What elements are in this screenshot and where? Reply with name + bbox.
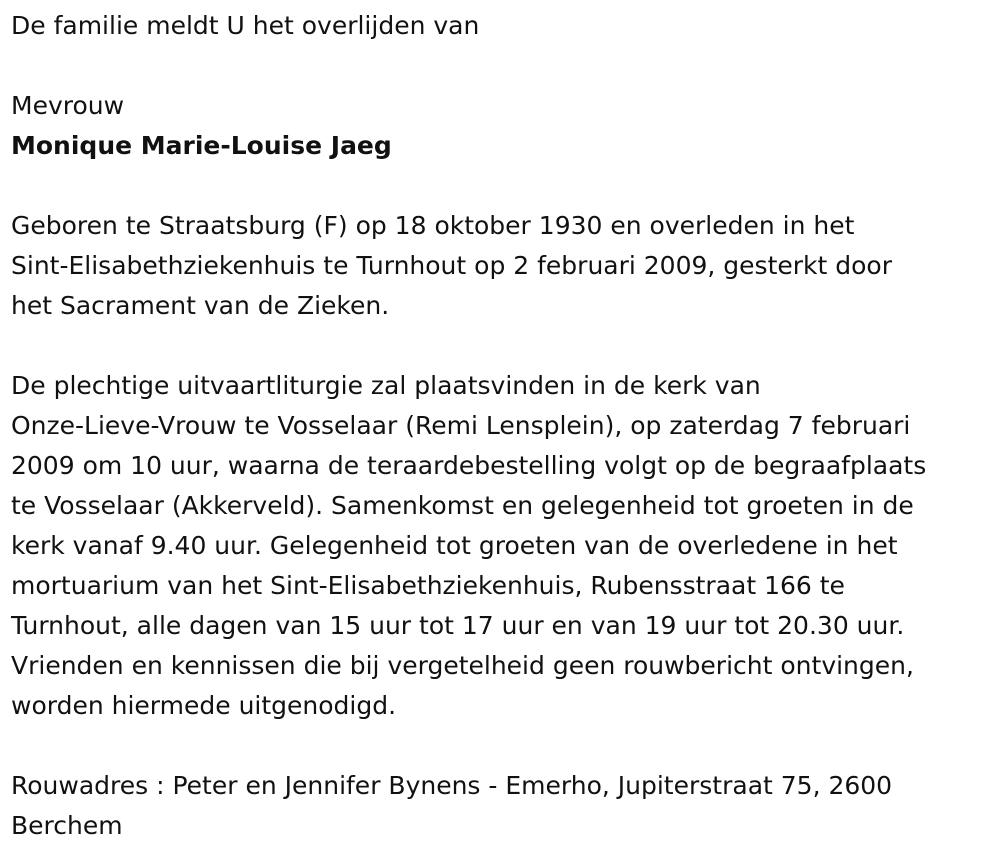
paragraph-line: Vrienden en kennissen die bij vergetelheid geen rouwbericht ontvingen, (11, 651, 914, 680)
honorific: Mevrouw (11, 91, 125, 120)
paragraph-line: Geboren te Straatsburg (F) op 18 oktober 1930 en overleden in het (11, 211, 855, 240)
paragraph-line: kerk vanaf 9.40 uur. Gelegenheid tot groeten van de overledene in het (11, 531, 898, 560)
spacer (11, 46, 988, 86)
spacer (11, 726, 988, 766)
paragraph-line: te Vosselaar (Akkerveld). Samenkomst en gelegenheid tot groeten in de (11, 491, 914, 520)
address-line: Berchem (11, 811, 123, 840)
paragraph-line: mortuarium van het Sint-Elisabethziekenhuis, Rubensstraat 166 te (11, 571, 845, 600)
paragraph-line: Sint-Elisabethziekenhuis te Turnhout op 2 februari 2009, gesterkt door (11, 251, 892, 280)
mourning-address (11, 766, 988, 846)
paragraph-line: 2009 om 10 uur, waarna de teraardebestelling volgt op de begraafplaats (11, 451, 927, 480)
paragraph-line: De plechtige uitvaartliturgie zal plaatsvinden in de kerk van (11, 371, 761, 400)
paragraph-line: Onze-Lieve-Vrouw te Vosselaar (Remi Lensplein), op zaterdag 7 februari (11, 411, 911, 440)
paragraph-line: worden hiermede uitgenodigd. (11, 691, 397, 720)
paragraph-line: het Sacrament van de Zieken. (11, 291, 390, 320)
ceremony-paragraph (11, 366, 988, 726)
paragraph-line: Turnhout, alle dagen van 15 uur tot 17 uur en van 19 uur tot 20.30 uur. (11, 611, 905, 640)
intro-line: De familie meldt U het overlijden van (11, 11, 480, 40)
address-line: Rouwadres : Peter en Jennifer Bynens - Emerho, Jupiterstraat 75, 2600 (11, 771, 893, 800)
spacer (11, 166, 988, 206)
birth-death-paragraph (11, 206, 988, 326)
spacer (11, 326, 988, 366)
deceased-name: Monique Marie-Louise Jaeg (11, 131, 392, 160)
